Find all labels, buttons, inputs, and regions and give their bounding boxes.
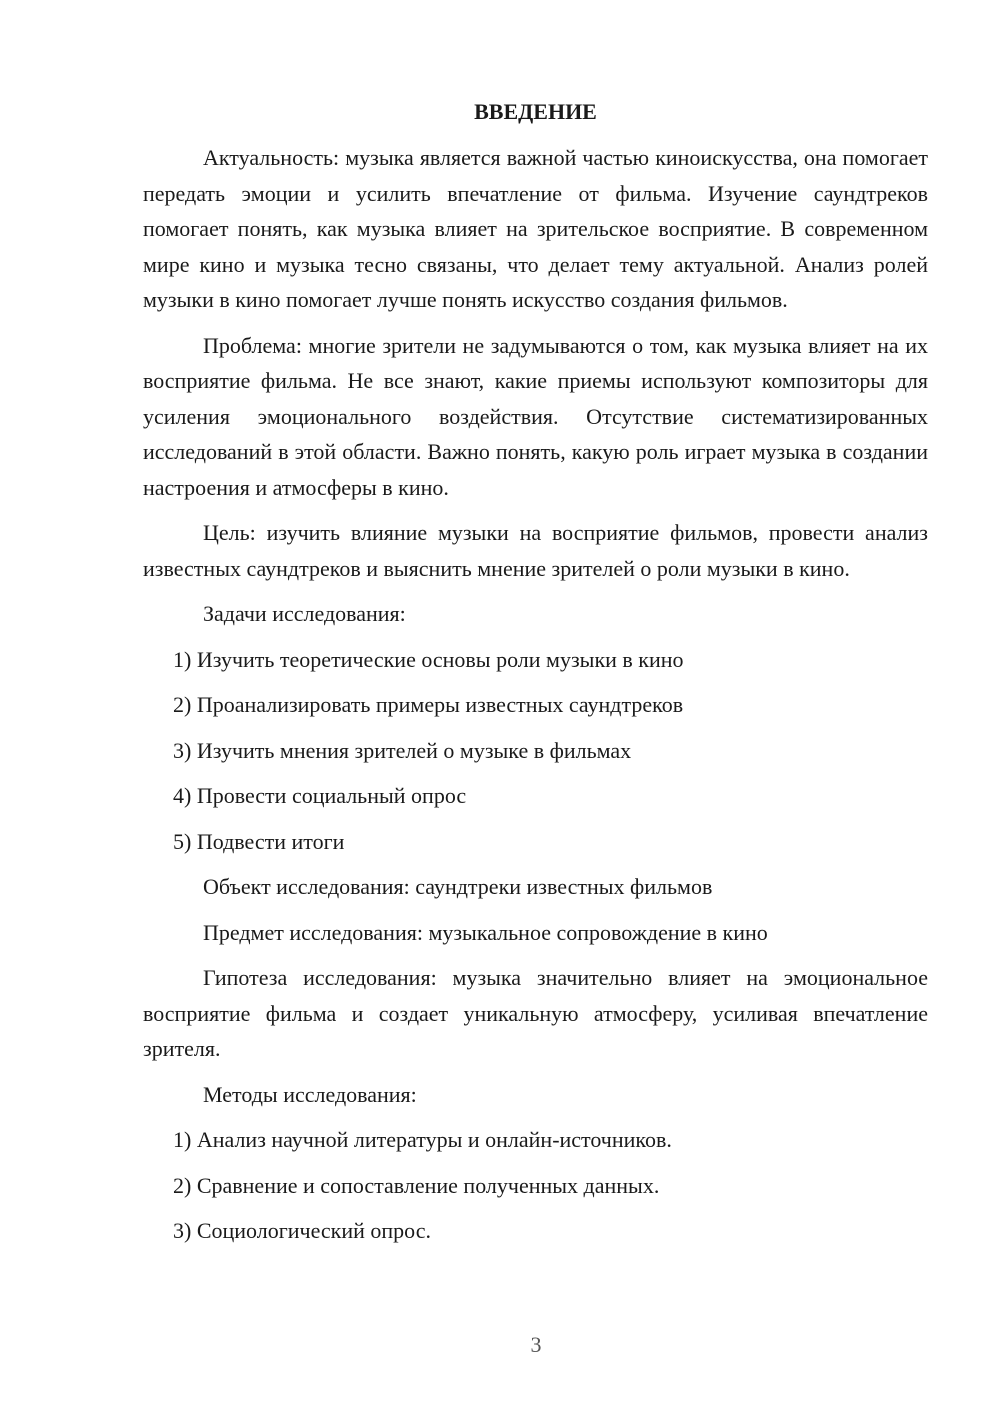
list-item: 4) Провести социальный опрос <box>173 783 467 808</box>
subject-line: Предмет исследования: музыкальное сопровождение в кино <box>203 919 768 945</box>
methods-heading: Методы исследования: <box>203 1081 417 1107</box>
problem-paragraph: Проблема: многие зрители не задумываются о том, как музыка влияет на их восприятие фильма. Не все знают, какие приемы используют композиторы для усиления эмоционального воздействия. Отсутствие систематизированных исследований в этой области. Важно понять, какую роль играет музыка в создании настроения и атмосферы в кино. <box>143 332 928 500</box>
list-item: 3) Изучить мнения зрителей о музыке в фильмах <box>173 737 632 763</box>
tasks-heading: Задачи исследования: <box>203 601 406 626</box>
methods-list <box>143 1122 928 1249</box>
page-title: ВВЕДЕНИЕ <box>474 99 597 124</box>
page-number: 3 <box>530 1332 542 1357</box>
relevance-paragraph: Актуальность: музыка является важной частью киноискусства, она помогает передать эмоции и усилить впечатление от фильма. Изучение саундтреков помогает понять, как музыка влияет на зрительское восприятие. В современном мире кино и музыка тесно связаны, что делает тему актуальной. Анализ ролей музыки в кино помогает лучше понять искусство создания фильмов. <box>143 145 928 312</box>
document-page <box>143 96 928 1259</box>
list-item: 5) Подвести итоги <box>173 828 345 854</box>
list-item: 1) Анализ научной литературы и онлайн-источников. <box>173 1127 672 1152</box>
tasks-list <box>143 642 928 860</box>
hypothesis-paragraph: Гипотеза исследования: музыка значительно влияет на эмоциональное восприятие фильма и создает уникальную атмосферу, усиливая впечатление зрителя. <box>143 965 928 1061</box>
list-item: 2) Сравнение и сопоставление полученных данных. <box>173 1172 660 1198</box>
object-line: Объект исследования: саундтреки известных фильмов <box>203 874 713 899</box>
goal-paragraph: Цель: изучить влияние музыки на восприятие фильмов, провести анализ известных саундтреков и выяснить мнение зрителей о роли музыки в кино. <box>143 520 928 581</box>
list-item: 3) Социологический опрос. <box>173 1218 431 1243</box>
list-item: 2) Проанализировать примеры известных саундтреков <box>173 692 684 717</box>
list-item: 1) Изучить теоретические основы роли музыки в кино <box>173 646 684 672</box>
